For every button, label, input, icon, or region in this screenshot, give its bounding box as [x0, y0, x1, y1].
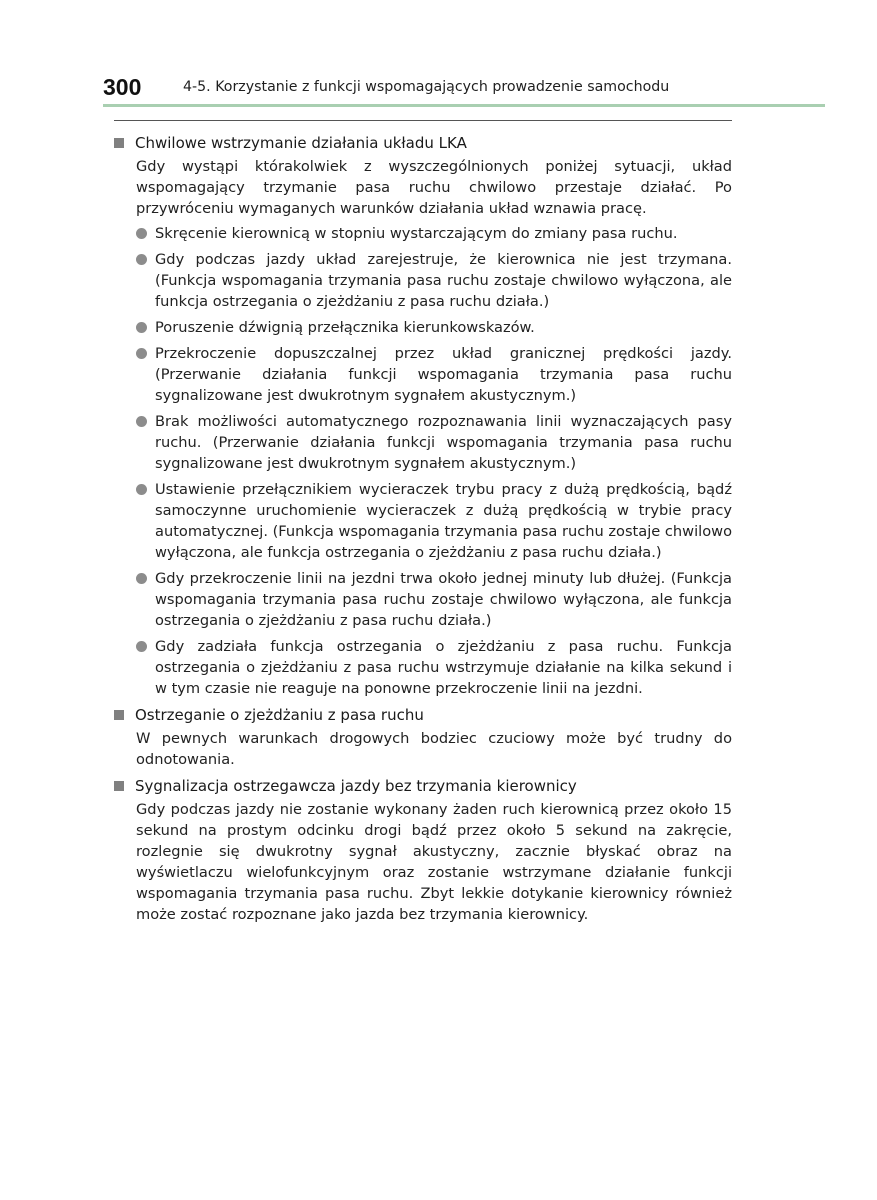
chapter-title: 4-5. Korzystanie z funkcji wspomagających prowadzenie samochodu	[183, 79, 670, 95]
list-item	[136, 223, 732, 244]
section-body: Gdy podczas jazdy nie zostanie wykonany żaden ruch kierownicą przez około 15 sekund na prostym odcinku drogi bądź przez około 5 sekund na zakręcie, rozlegnie się dwukrotny sygnał akustyczny, zacznie błyskać obraz na wyświetlaczu wielofunkcyjnym oraz zostanie wstrzymane działanie funkcji wspomagania trzymania pasa ruchu. Zbyt lekkie dotykanie kierownicy również może zostać rozpoznane jako jazda bez trzymania kierownicy.	[136, 801, 732, 923]
circle-bullet-icon	[136, 254, 147, 265]
section-hands-off-warning	[114, 775, 732, 925]
circle-bullet-icon	[136, 322, 147, 333]
list-item-text: Gdy podczas jazdy układ zarejestruje, że kierownica nie jest trzymana. (Funkcja wspomagania trzymania pasa ruchu zostaje chwilowo wyłączona, ale funkcja ostrzegania o zjeżdżaniu z pasa ruchu działa.)	[155, 251, 732, 310]
section-title: Sygnalizacja ostrzegawcza jazdy bez trzymania kierownicy	[135, 777, 577, 795]
page-content	[114, 120, 732, 925]
list-item	[136, 249, 732, 312]
list-item-text: Ustawienie przełącznikiem wycieraczek trybu pracy z dużą prędkością, bądź samoczynne uruchomienie wycieraczek z dużą prędkością w trybie pracy automatycznej. (Funkcja wspomagania trzymania pasa ruchu zostaje chwilowo wyłączona, ale funkcja ostrzegania o zjeżdżaniu z pasa ruchu działa.)	[155, 481, 732, 561]
page-header	[103, 74, 825, 107]
circle-bullet-icon	[136, 573, 147, 584]
section-heading	[114, 704, 732, 726]
page-number: 300	[103, 74, 142, 100]
square-bullet-icon	[114, 781, 124, 791]
circle-bullet-icon	[136, 228, 147, 239]
list-item	[136, 317, 732, 338]
square-bullet-icon	[114, 138, 124, 148]
condition-list	[136, 223, 732, 699]
circle-bullet-icon	[136, 416, 147, 427]
list-item-text: Brak możliwości automatycznego rozpoznawania linii wyznaczających pasy ruchu. (Przerwanie działania funkcji wspomagania trzymania pasa ruchu sygnalizowane jest dwukrotnym sygnałem akustycznym.)	[155, 413, 732, 472]
circle-bullet-icon	[136, 641, 147, 652]
list-item-text: Przekroczenie dopuszczalnej przez układ granicznej prędkości jazdy. (Przerwanie działania funkcji wspomagania trzymania pasa ruchu sygnalizowane jest dwukrotnym sygnałem akustycznym.)	[155, 345, 732, 404]
list-item	[136, 411, 732, 474]
circle-bullet-icon	[136, 348, 147, 359]
square-bullet-icon	[114, 710, 124, 720]
list-item	[136, 568, 732, 631]
list-item	[136, 636, 732, 699]
list-item	[136, 343, 732, 406]
list-item-text: Skręcenie kierownicą w stopniu wystarczającym do zmiany pasa ruchu.	[155, 225, 678, 242]
section-title: Chwilowe wstrzymanie działania układu LKA	[135, 134, 467, 152]
list-item-text: Poruszenie dźwignią przełącznika kierunkowskazów.	[155, 319, 535, 336]
section-lka-pause	[114, 132, 732, 699]
list-item-text: Gdy przekroczenie linii na jezdni trwa około jednej minuty lub dłużej. (Funkcja wspomagania trzymania pasa ruchu zostaje chwilowo wyłączona, ale funkcja ostrzegania o zjeżdżaniu z pasa ruchu działa.)	[155, 570, 732, 629]
section-body: Gdy wystąpi którakolwiek z wyszczególnionych poniżej sytuacji, układ wspomagający trzymanie pasa ruchu chwilowo przestaje działać. Po przywróceniu wymaganych warunków działania układ wznawia pracę.	[136, 158, 732, 217]
section-heading	[114, 132, 732, 154]
circle-bullet-icon	[136, 484, 147, 495]
list-item-text: Gdy zadziała funkcja ostrzegania o zjeżdżaniu z pasa ruchu. Funkcja ostrzegania o zjeżdżaniu z pasa ruchu wstrzymuje działanie na kilka sekund i w tym czasie nie reaguje na ponowne przekroczenie linii na jezdni.	[155, 638, 732, 697]
section-heading	[114, 775, 732, 797]
section-body: W pewnych warunkach drogowych bodziec czuciowy może być trudny do odnotowania.	[136, 730, 732, 768]
list-item	[136, 479, 732, 563]
section-title: Ostrzeganie o zjeżdżaniu z pasa ruchu	[135, 706, 424, 724]
section-lane-departure-warning	[114, 704, 732, 770]
